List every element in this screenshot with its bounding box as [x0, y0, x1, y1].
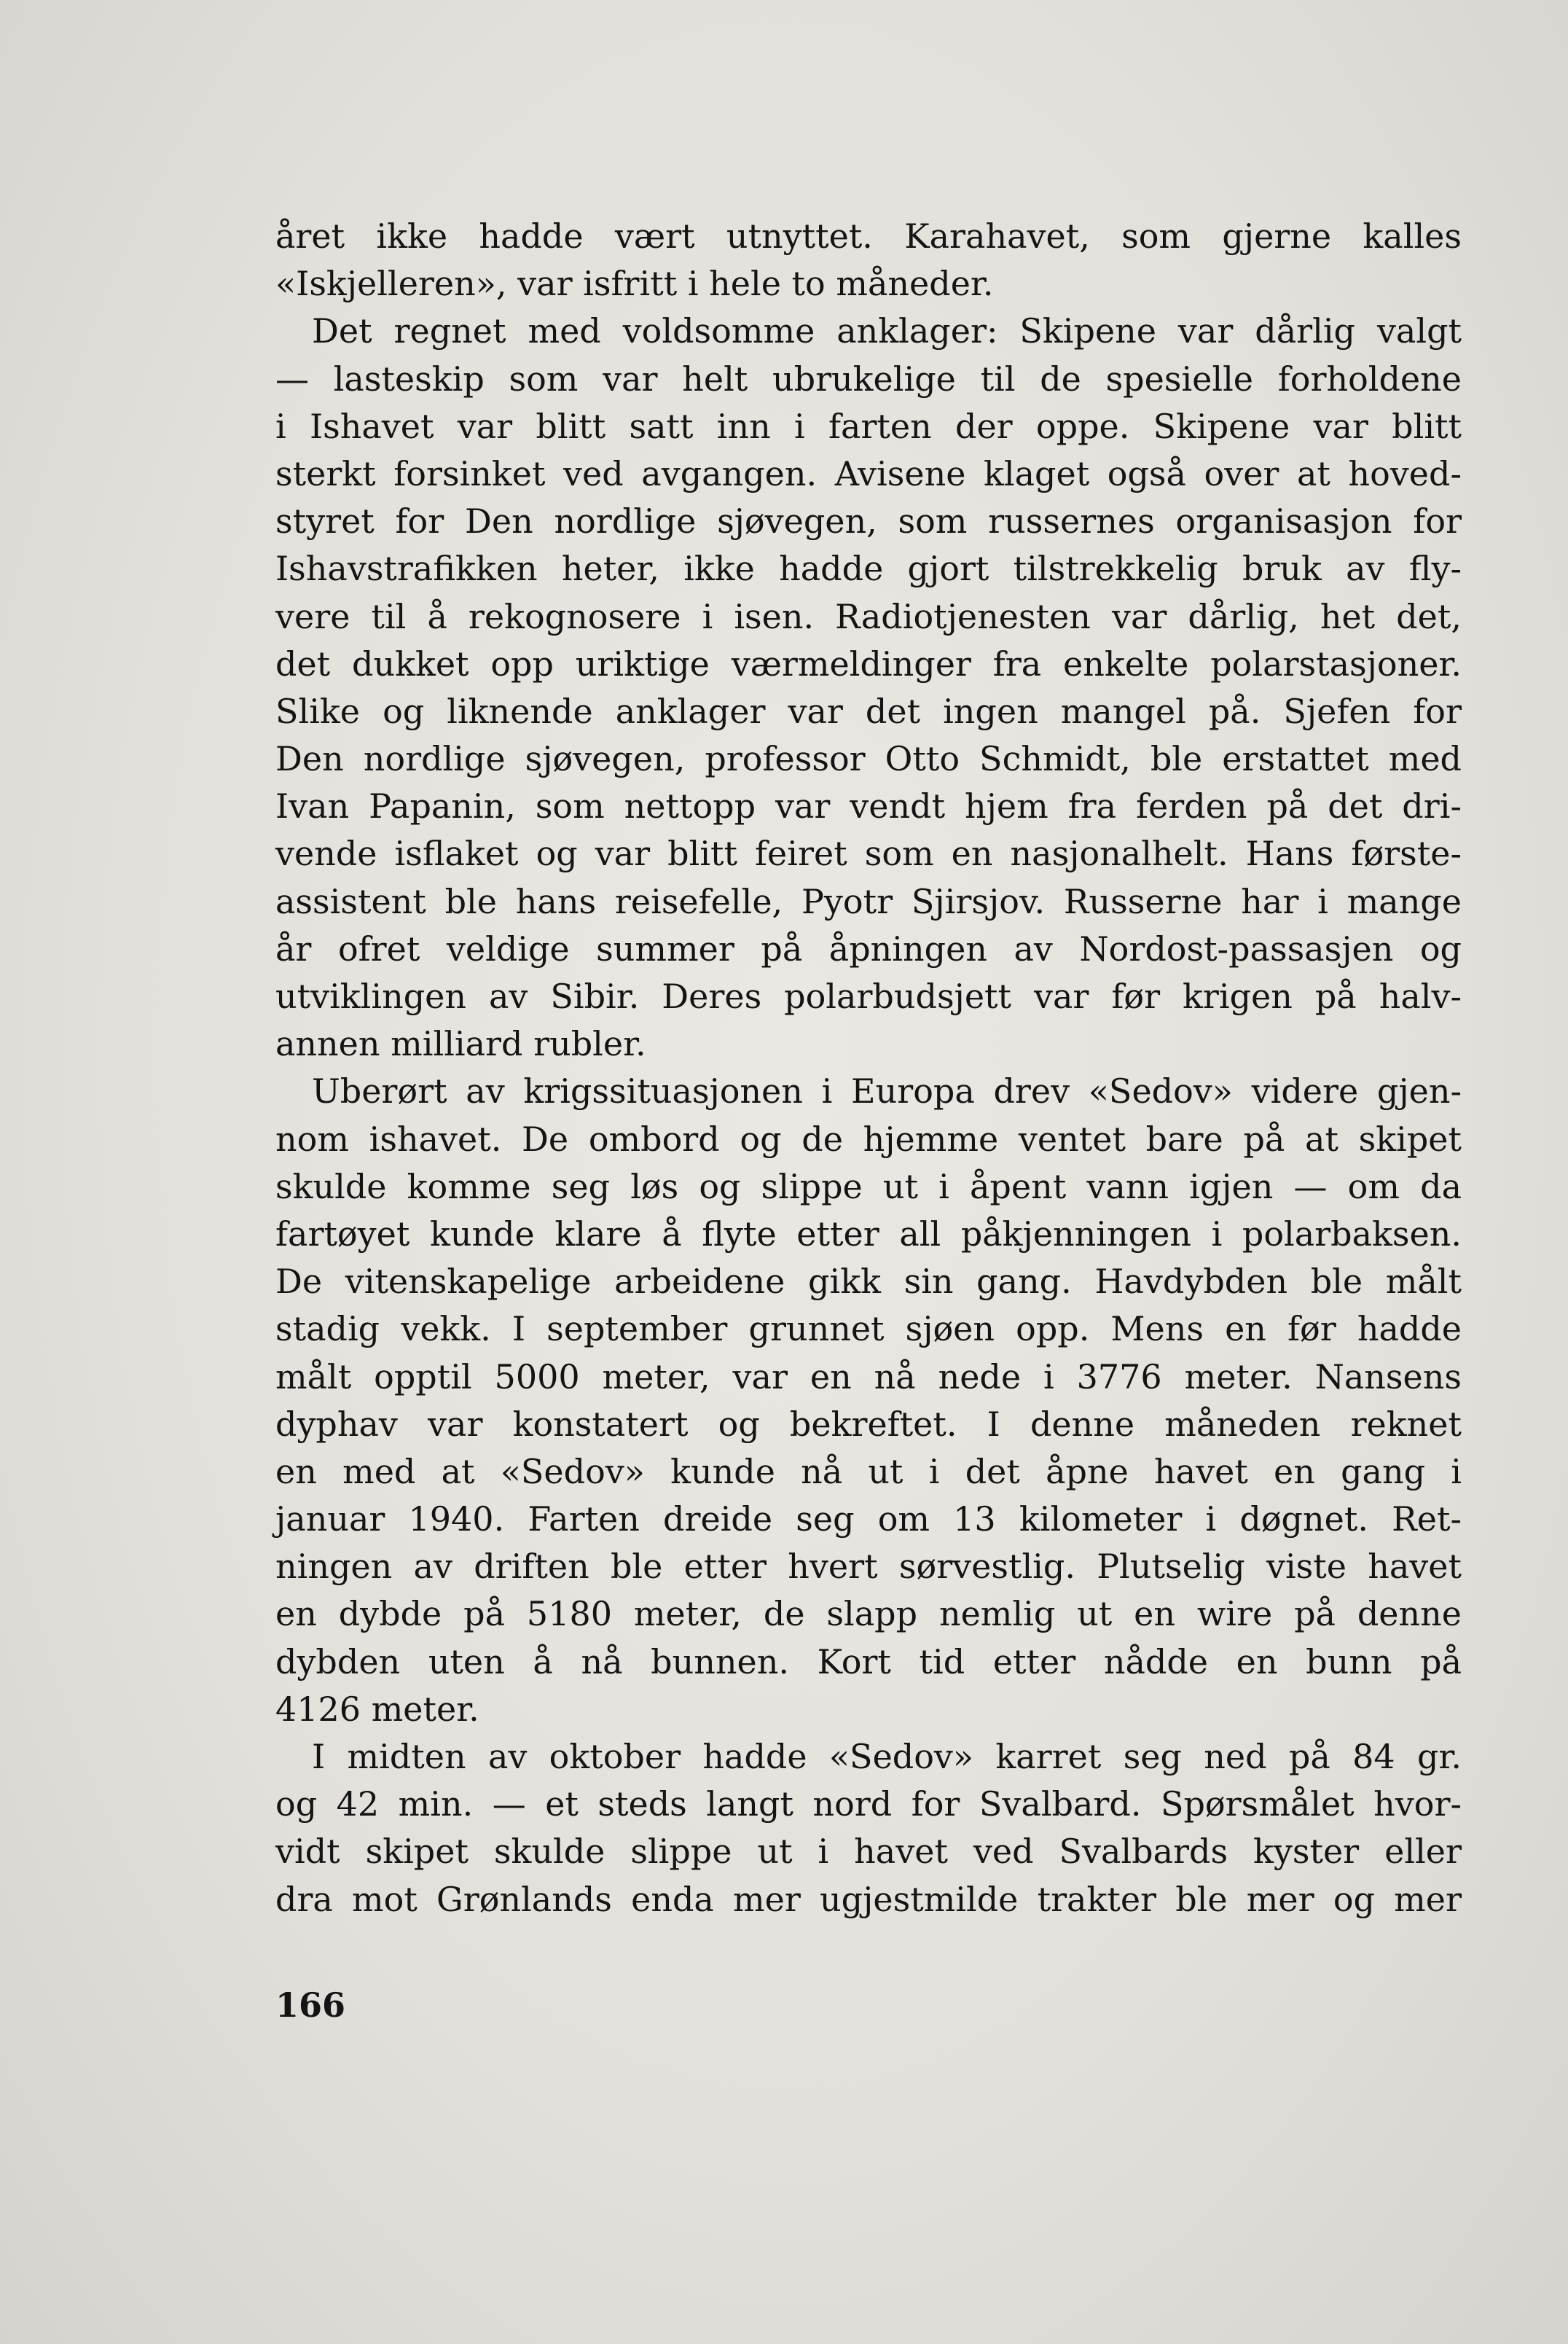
text-line: året ikke hadde vært utnyttet. Karahavet, som gjerne kalles — [275, 216, 1462, 256]
text-line: målt opptil 5000 meter, var en nå nede i 3776 meter. Nansens — [275, 1356, 1462, 1396]
text-line: vere til å rekognosere i isen. Radiotjenesten var dårlig, het det, — [275, 596, 1462, 636]
text-line: det dukket opp uriktige værmeldinger fra enkelte polarstasjoner. — [275, 644, 1462, 684]
text-line: dybden uten å nå bunnen. Kort tid etter nådde en bunn på — [275, 1641, 1462, 1681]
text-line: skulde komme seg løs og slippe ut i åpent vann igjen — om da — [275, 1166, 1462, 1206]
text-line: stadig vekk. I september grunnet sjøen opp. Mens en før hadde — [275, 1309, 1462, 1349]
text-line: annen milliard rubler. — [275, 1024, 646, 1064]
paragraph — [275, 213, 1462, 308]
text-line: Den nordlige sjøvegen, professor Otto Schmidt, ble erstattet med — [275, 739, 1462, 779]
text-line: «Iskjelleren», var isfritt i hele to måneder. — [275, 264, 994, 304]
page-number: 166 — [275, 1985, 346, 2025]
text-line: dyphav var konstatert og bekreftet. I denne måneden reknet — [275, 1404, 1462, 1444]
text-line: fartøyet kunde klare å flyte etter all påkjenningen i polarbaksen. — [275, 1214, 1462, 1254]
text-line: — lasteskip som var helt ubrukelige til de spesielle forholdene — [275, 359, 1462, 399]
text-line: januar 1940. Farten dreide seg om 13 kilometer i døgnet. Ret- — [275, 1499, 1462, 1539]
text-line: I midten av oktober hadde «Sedov» karret seg ned på 84 gr. — [312, 1737, 1462, 1776]
text-line: i Ishavet var blitt satt inn i farten der oppe. Skipene var blitt — [275, 406, 1462, 446]
text-line: vidt skipet skulde slippe ut i havet ved Svalbards kyster eller — [275, 1832, 1462, 1872]
text-line: Uberørt av krigssituasjonen i Europa drev «Sedov» videre gjen- — [312, 1071, 1462, 1112]
text-line: De vitenskapelige arbeidene gikk sin gang. Havdybden ble målt — [275, 1262, 1462, 1302]
paragraph — [275, 1733, 1462, 1923]
paragraph — [275, 308, 1462, 1068]
text-line: dra mot Grønlands enda mer ugjestmilde trakter ble mer og mer — [275, 1879, 1462, 1919]
text-line: en dybde på 5180 meter, de slapp nemlig ut en wire på denne — [275, 1594, 1462, 1634]
text-line: ningen av driften ble etter hvert sørvestlig. Plutselig viste havet — [275, 1547, 1462, 1587]
text-line: en med at «Sedov» kunde nå ut i det åpne havet en gang i — [275, 1451, 1462, 1491]
text-line: vende isflaket og var blitt feiret som en nasjonalhelt. Hans første- — [275, 834, 1462, 874]
paragraph — [275, 1068, 1462, 1733]
text-line: Det regnet med voldsomme anklager: Skipene var dårlig valgt — [312, 311, 1462, 351]
text-line: utviklingen av Sibir. Deres polarbudsjett var før krigen på halv- — [275, 977, 1462, 1016]
text-line: sterkt forsinket ved avgangen. Avisene klaget også over at hoved- — [275, 453, 1462, 493]
text-line: 4126 meter. — [275, 1689, 479, 1729]
body-text — [275, 213, 1462, 1923]
text-line: Ishavstrafikken heter, ikke hadde gjort tilstrekkelig bruk av fly- — [275, 549, 1462, 589]
text-line: nom ishavet. De ombord og de hjemme ventet bare på at skipet — [275, 1119, 1462, 1159]
text-line: år ofret veldige summer på åpningen av Nordost-passasjen og — [275, 929, 1462, 969]
text-line: styret for Den nordlige sjøvegen, som russernes organisasjon for — [275, 501, 1462, 542]
text-line: og 42 min. — et steds langt nord for Svalbard. Spørsmålet hvor- — [275, 1784, 1462, 1824]
text-line: Ivan Papanin, som nettopp var vendt hjem fra ferden på det dri- — [275, 786, 1462, 827]
text-line: assistent ble hans reisefelle, Pyotr Sjirsjov. Russerne har i mange — [275, 881, 1462, 921]
text-line: Slike og liknende anklager var det ingen mangel på. Sjefen for — [275, 691, 1462, 731]
